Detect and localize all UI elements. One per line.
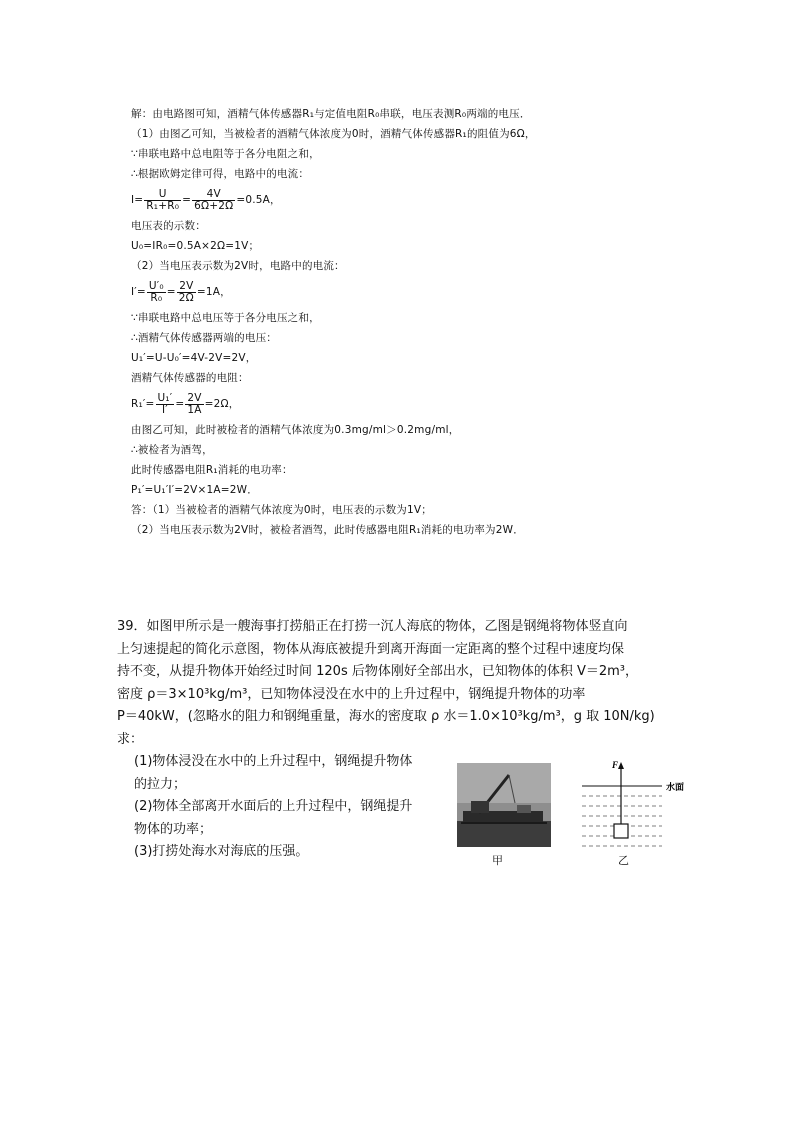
solution-line: 此时传感器电阻R₁消耗的电功率： <box>131 464 293 476</box>
fraction-numerator: 4V <box>192 189 235 201</box>
solution-line: 酒精气体传感器的电阻： <box>131 372 249 384</box>
question-line: P＝40kW，(忽略水的阻力和钢绳重量，海水的密度取 ρ 水＝1.0×10³kg/m³，g 取 10N/kg) <box>117 709 655 724</box>
sub-question-1-cont: 的拉力； <box>134 776 187 792</box>
solution-block <box>131 104 691 540</box>
fraction <box>192 189 235 212</box>
solution-line: （2）当电压表示数为2V时，电路中的电流： <box>131 260 345 272</box>
equals-sign: = <box>182 194 192 206</box>
fraction-numerator: U′₀ <box>148 279 164 292</box>
equation-current-2 <box>131 276 691 308</box>
sub-question-2: (2)物体全部离开水面后的上升过程中，钢绳提升 <box>134 799 413 814</box>
eq-lhs: R₁′= <box>131 398 155 410</box>
salvage-ship-photo <box>457 763 551 847</box>
fraction-denominator: 1A <box>187 403 202 416</box>
diagram-caption: 乙 <box>618 854 629 867</box>
solution-line: U₀=IR₀=0.5A×2Ω=1V； <box>131 240 260 252</box>
answer-line: 答：（1）当被检者的酒精气体浓度为0时，电压表的示数为1V； <box>131 504 432 516</box>
solution-line: ∵串联电路中总电阻等于各分电阻之和， <box>131 148 320 160</box>
solution-line: ∴酒精气体传感器两端的电压： <box>131 332 277 344</box>
eq-rhs: =1A， <box>196 286 231 298</box>
sub-question-3: (3)打捞处海水对海底的压强。 <box>134 844 309 859</box>
fraction-denominator: 6Ω+2Ω <box>194 199 234 212</box>
force-label: F <box>612 760 619 770</box>
fraction-numerator: 2V <box>187 391 202 404</box>
eq-rhs: =2Ω， <box>204 398 240 410</box>
solution-line: U₁′=U-U₀′=4V-2V=2V， <box>131 352 257 364</box>
lifting-diagram <box>578 760 698 850</box>
sub-question-1: (1)物体浸没在水中的上升过程中，钢绳提升物体 <box>134 754 413 769</box>
fraction-denominator: R₁+R₀ <box>146 199 180 212</box>
question-line: 持不变，从提升物体开始经过时间 120s 后物体刚好全部出水，已知物体的体积 V＝2m³， <box>117 664 639 679</box>
eq-rhs: =0.5A， <box>236 194 281 206</box>
fraction <box>144 189 181 212</box>
photo-caption: 甲 <box>492 854 503 867</box>
fraction <box>156 393 175 416</box>
solution-line: 由图乙可知，此时被检者的酒精气体浓度为0.3mg/ml＞0.2mg/ml， <box>131 424 460 436</box>
fraction-numerator: U₁′ <box>157 391 173 404</box>
fraction-numerator: 2V <box>177 281 196 293</box>
water-surface-label: 水面 <box>666 783 685 793</box>
question-line: 39．如图甲所示是一艘海事打捞船正在打捞一沉人海底的物体，乙图是钢绳将物体竖直向 <box>117 619 628 634</box>
equation-current <box>131 184 691 216</box>
solution-line: ∵串联电路中总电压等于各分电压之和， <box>131 312 320 324</box>
eq-lhs: I′= <box>131 286 146 298</box>
equation-resistance <box>131 388 691 420</box>
sub-question-2-cont: 物体的功率； <box>134 821 213 837</box>
equals-sign: = <box>166 286 176 298</box>
question-line: 密度 ρ＝3×10³kg/m³，已知物体浸没在水中的上升过程中，钢绳提升物体的功率 <box>117 686 586 702</box>
solution-line: ∴根据欧姆定律可得，电路中的电流： <box>131 168 310 180</box>
solution-line: 解：由电路图可知，酒精气体传感器R₁与定值电阻R₀串联，电压表测R₀两端的电压． <box>131 108 531 120</box>
solution-line: （1）由图乙可知，当被检者的酒精气体浓度为0时，酒精气体传感器R₁的阻值为6Ω， <box>131 128 536 140</box>
fraction <box>185 393 203 416</box>
object-block <box>614 824 628 838</box>
eq-lhs: I= <box>131 194 144 206</box>
solution-line: 电压表的示数： <box>131 220 206 232</box>
question-line: 求： <box>117 731 144 747</box>
fraction-denominator: 2Ω <box>178 291 194 304</box>
fraction <box>147 281 166 304</box>
solution-line: ∴被检者为酒驾， <box>131 444 213 456</box>
fraction-denominator: I′ <box>162 403 168 416</box>
arrow-up-icon <box>618 762 624 769</box>
equals-sign: = <box>175 398 185 410</box>
fraction <box>177 281 196 304</box>
answer-line: （2）当电压表示数为2V时，被检者酒驾，此时传感器电阻R₁消耗的电功率为2W． <box>131 524 524 536</box>
solution-line: P₁′=U₁′I′=2V×1A=2W． <box>131 484 258 496</box>
fraction-denominator: R₀ <box>150 291 163 304</box>
question-line: 上匀速提起的简化示意图，物体从海底被提升到离开海面一定距离的整个过程中速度均保 <box>117 641 625 657</box>
fraction-numerator: U <box>144 189 181 201</box>
